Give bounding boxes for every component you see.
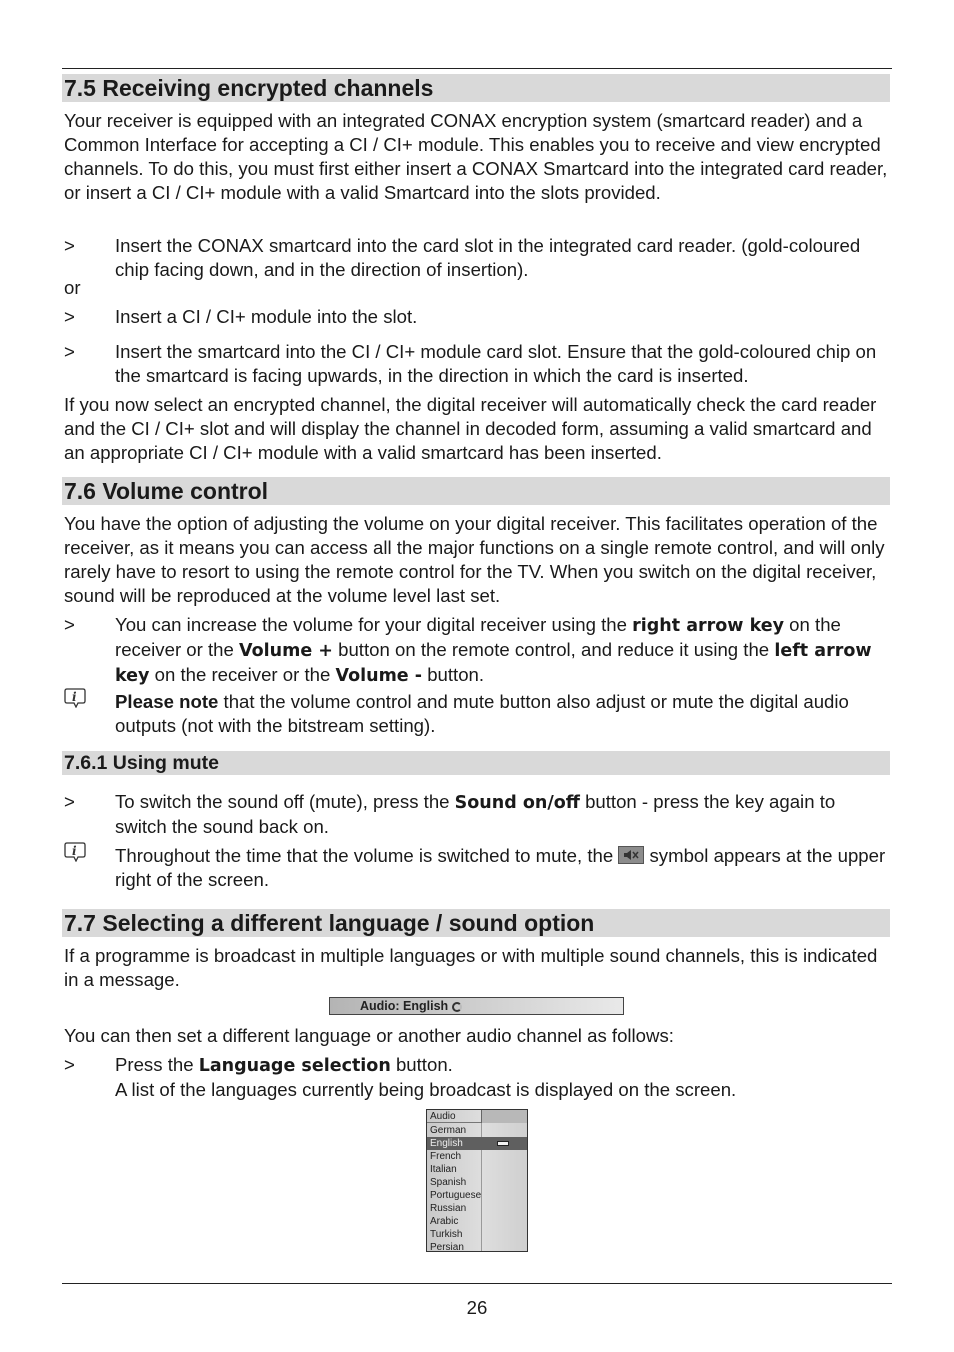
language-label: Spanish [430, 1177, 467, 1188]
section-heading-7-5: 7.5 Receiving encrypted channels [62, 74, 890, 102]
section-heading-7-6: 7.6 Volume control [62, 477, 890, 505]
language-list-item[interactable] [427, 1215, 527, 1228]
language-list-screenshot [426, 1109, 528, 1252]
step-insert-smartcard-ci: Insert the smartcard into the CI / CI+ module card slot. Ensure that the gold-coloured chip on the smartcard is facing upwards, in the direction in which the card is inserted. [115, 341, 877, 386]
paragraph-language-intro: If a programme is broadcast in multiple languages or with multiple sound channels, this is indicated in a message. [64, 945, 878, 990]
list-marker: > [64, 306, 75, 327]
key-sound-on-off: Sound on/off [454, 793, 580, 813]
paragraph-encryption-outro: If you now select an encrypted channel, the digital receiver will automatically check the card reader and the CI / CI+ slot and will display the channel in decoded form, assuming a valid smartcard and an appropriate CI / CI+ module with a valid smartcard has been inserted. [64, 394, 877, 463]
bottom-rule [62, 1283, 892, 1284]
step-mute: To switch the sound off (mute), press the Sound on/off button - press the key again to switch the sound back on. [115, 791, 836, 837]
language-label: Russian [430, 1203, 467, 1214]
paragraph-volume-intro: You have the option of adjusting the volume on your digital receiver. This facilitates operation of the receiver, as it means you can access all the major functions on a single remote control, and will only rarely have to resort to using the remote control for the TV. When you switch on the digital receiver, sound will be reproduced at the volume level last set. [64, 513, 885, 606]
note-volume-digital: Please note that the volume control and mute button also adjust or mute the digital audio outputs (not with the bitstream setting). [115, 691, 849, 736]
language-label: Italian [430, 1164, 457, 1175]
language-label: German [430, 1125, 467, 1136]
section-heading-7-6-1: 7.6.1 Using mute [62, 751, 890, 775]
list-marker: > [64, 614, 75, 635]
step-insert-conax-card: Insert the CONAX smartcard into the card slot in the integrated card reader. (gold-coloured chip facing down, and in the direction of insertion). [115, 235, 861, 280]
svg-text:i: i [72, 690, 77, 704]
svg-text:i: i [72, 844, 77, 858]
language-list-item[interactable] [427, 1241, 527, 1252]
audio-spinner-icon [452, 1002, 462, 1012]
paragraph-language-then: You can then set a different language or another audio channel as follows: [64, 1025, 674, 1046]
key-right-arrow: right arrow key [632, 616, 785, 636]
key-volume-plus: Volume + [239, 641, 333, 661]
audio-info-bar [329, 997, 624, 1015]
list-marker: > [64, 235, 75, 256]
list-marker: > [64, 791, 75, 812]
language-label: Turkish [430, 1229, 463, 1240]
audio-bar-label: Audio: English [360, 999, 449, 1013]
list-marker: > [64, 341, 75, 362]
language-list-item[interactable] [427, 1124, 527, 1137]
step-language-selection: Press the Language selection button. A list of the languages currently being broadcast is displayed on the screen. [115, 1054, 737, 1100]
section-heading-7-7: 7.7 Selecting a different language / sound option [62, 909, 890, 937]
key-volume-minus: Volume - [335, 666, 423, 686]
selected-indicator-icon [497, 1141, 509, 1146]
language-list-item[interactable] [427, 1137, 527, 1150]
language-list-item[interactable] [427, 1189, 527, 1202]
language-list-item[interactable] [427, 1150, 527, 1163]
language-label: Arabic [430, 1216, 459, 1227]
language-list-item[interactable] [427, 1163, 527, 1176]
language-list-item[interactable] [427, 1202, 527, 1215]
header-box [481, 1110, 528, 1123]
key-left-arrow: left arrow key [115, 641, 872, 686]
language-label: French [430, 1151, 462, 1162]
page-number: 26 [466, 1297, 488, 1318]
language-label: Portuguese [430, 1190, 482, 1201]
mute-speaker-icon [618, 846, 644, 864]
language-list-header: Audio [427, 1110, 527, 1123]
or-separator: or [64, 277, 81, 298]
language-list-item[interactable] [427, 1176, 527, 1189]
language-list-item[interactable] [427, 1228, 527, 1241]
paragraph-encryption-intro: Your receiver is equipped with an integrated CONAX encryption system (smartcard reader) and a Common Interface for accepting a CI / CI+ module. This enables you to receive and view encrypted channels. To do this, you must first either insert a CONAX Smartcard into the integrated card reader, or insert a CI / CI+ module with a valid Smartcard into the slots provided. [64, 110, 888, 203]
key-language-selection: Language selection [198, 1056, 391, 1076]
top-rule [62, 68, 892, 69]
step-insert-ci-module: Insert a CI / CI+ module into the slot. [115, 306, 418, 327]
language-label: Persian [430, 1242, 464, 1252]
info-note-icon [64, 688, 86, 708]
list-marker: > [64, 1054, 75, 1075]
note-mute-symbol: Throughout the time that the volume is switched to mute, the symbol appears at the upper right of the screen. [115, 845, 886, 890]
step-adjust-volume: You can increase the volume for your digital receiver using the right arrow key on the receiver or the Volume + button on the remote control, and reduce it using the left arrow key on the receiver or the Volume - button. [115, 614, 872, 686]
info-note-icon [64, 842, 86, 862]
language-label: English [430, 1138, 463, 1149]
